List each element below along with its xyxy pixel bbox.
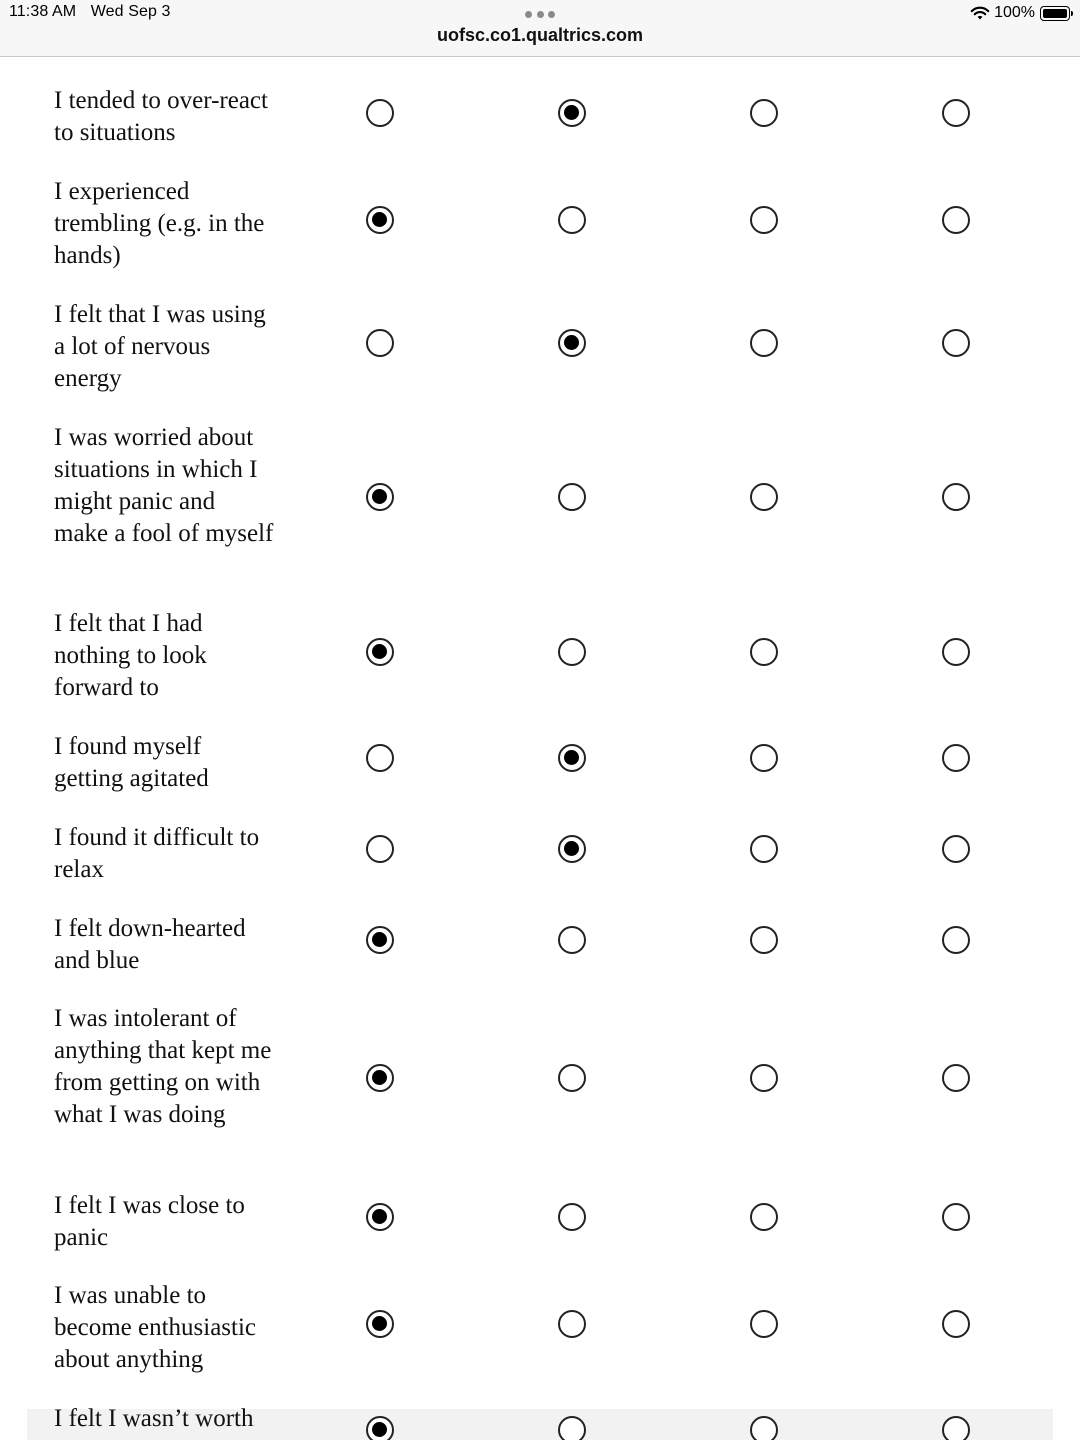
radio-option-2[interactable] [558, 483, 586, 511]
radio-option-1[interactable] [366, 1310, 394, 1338]
statement-label: I was unable to become enthusiastic about anything [54, 1282, 257, 1373]
radio-option-1[interactable] [366, 638, 394, 666]
radio-option-4[interactable] [942, 1310, 970, 1338]
matrix-row [0, 1182, 1080, 1273]
battery-percentage: 100% [994, 4, 1035, 21]
statement-label: I felt that I had nothing to look forward to [54, 610, 207, 701]
radio-option-3[interactable] [750, 483, 778, 511]
radio-option-1[interactable] [366, 926, 394, 954]
radio-option-1[interactable] [366, 1064, 394, 1092]
statement-label: I felt I wasn’t worth [54, 1405, 254, 1432]
browser-top-bar [0, 0, 1080, 57]
matrix-row [0, 1273, 1080, 1396]
matrix-row [0, 58, 1080, 166]
matrix-row [0, 995, 1080, 1182]
radio-option-3[interactable] [750, 1064, 778, 1092]
status-indicators [970, 3, 1070, 23]
radio-option-3[interactable] [750, 835, 778, 863]
statement-label: I felt down-hearted and blue [54, 915, 246, 974]
survey-matrix [0, 58, 1080, 1440]
radio-option-4[interactable] [942, 1064, 970, 1092]
matrix-row [0, 166, 1080, 289]
statement-label: I tended to over-react to situations [54, 87, 268, 146]
radio-option-1[interactable] [366, 329, 394, 357]
radio-option-3[interactable] [750, 99, 778, 127]
radio-option-1[interactable] [366, 744, 394, 772]
address-bar[interactable]: uofsc.co1.qualtrics.com [436, 25, 644, 45]
statement-label: I found myself getting agitated [54, 733, 209, 792]
radio-option-4[interactable] [942, 1203, 970, 1231]
radio-option-3[interactable] [750, 744, 778, 772]
matrix-row [27, 1405, 1053, 1440]
radio-option-1[interactable] [366, 99, 394, 127]
matrix-row [0, 289, 1080, 412]
radio-option-2[interactable] [558, 99, 586, 127]
status-time: 11:38 AM [9, 3, 77, 20]
radio-option-2[interactable] [558, 1310, 586, 1338]
radio-option-1[interactable] [366, 835, 394, 863]
radio-option-3[interactable] [750, 329, 778, 357]
statement-label: I felt that I was using a lot of nervous energy [54, 301, 266, 392]
matrix-row [0, 904, 1080, 995]
radio-option-1[interactable] [366, 1203, 394, 1231]
radio-option-2[interactable] [558, 1416, 586, 1440]
radio-option-3[interactable] [750, 206, 778, 234]
matrix-row [0, 813, 1080, 904]
radio-option-1[interactable] [366, 1416, 394, 1440]
statement-label: I was worried about situations in which I might panic and make a fool of myself [54, 424, 274, 547]
radio-option-4[interactable] [942, 835, 970, 863]
radio-option-4[interactable] [942, 483, 970, 511]
statement-label: I experienced trembling (e.g. in the hands) [54, 178, 265, 269]
multitasking-dots-icon[interactable] [525, 10, 555, 18]
matrix-row [0, 599, 1080, 722]
radio-option-3[interactable] [750, 638, 778, 666]
radio-option-2[interactable] [558, 926, 586, 954]
statement-label: I felt I was close to panic [54, 1192, 245, 1251]
radio-option-4[interactable] [942, 329, 970, 357]
radio-option-2[interactable] [558, 1203, 586, 1231]
radio-option-2[interactable] [558, 744, 586, 772]
matrix-row [0, 722, 1080, 813]
radio-option-4[interactable] [942, 206, 970, 234]
statement-label: I was intolerant of anything that kept me from getting on with what I was doing [54, 1005, 272, 1128]
battery-icon [1040, 6, 1070, 21]
radio-option-2[interactable] [558, 206, 586, 234]
wifi-icon [970, 5, 990, 21]
radio-option-1[interactable] [366, 206, 394, 234]
radio-option-3[interactable] [750, 926, 778, 954]
radio-option-2[interactable] [558, 1064, 586, 1092]
radio-option-4[interactable] [942, 1416, 970, 1440]
radio-option-4[interactable] [942, 926, 970, 954]
status-clock [9, 3, 171, 21]
radio-option-3[interactable] [750, 1416, 778, 1440]
radio-option-3[interactable] [750, 1203, 778, 1231]
radio-option-2[interactable] [558, 638, 586, 666]
radio-option-2[interactable] [558, 835, 586, 863]
matrix-row [0, 412, 1080, 599]
status-date: Wed Sep 3 [90, 3, 171, 20]
radio-option-1[interactable] [366, 483, 394, 511]
radio-option-4[interactable] [942, 744, 970, 772]
radio-option-4[interactable] [942, 638, 970, 666]
radio-option-4[interactable] [942, 99, 970, 127]
statement-label: I found it difficult to relax [54, 824, 260, 883]
radio-option-3[interactable] [750, 1310, 778, 1338]
radio-option-2[interactable] [558, 329, 586, 357]
